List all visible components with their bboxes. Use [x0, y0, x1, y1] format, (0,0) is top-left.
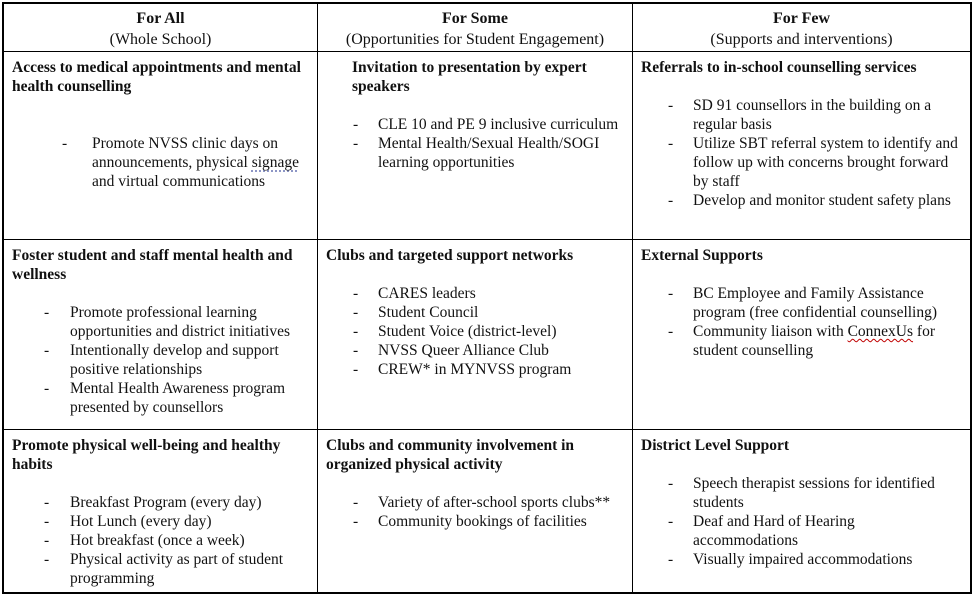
- bullet-list-external-supports: [641, 284, 962, 360]
- bullet-dash-marker: -: [353, 323, 359, 340]
- cell-heading-medical-access: Access to medical appointments and mental health counselling: [12, 59, 301, 95]
- bullet-item: [353, 493, 624, 512]
- cell-heading-staff-wellness: Foster student and staff mental health and wellness: [12, 247, 293, 283]
- bullet-dash-marker: -: [44, 551, 50, 568]
- bullet-item: [353, 322, 624, 341]
- bullet-text: Mental Health Awareness program presented by counsellors: [70, 380, 286, 416]
- bullet-dash-marker: -: [44, 342, 50, 359]
- bullet-item: [668, 134, 962, 191]
- cell-counselling-referrals: [633, 52, 970, 240]
- header-subtitle-for-some: (Opportunities for Student Engagement): [345, 31, 605, 48]
- bullet-text: BC Employee and Family Assistance program (free confidential counselling): [693, 285, 938, 321]
- header-subtitle-for-few: (Supports and interventions): [710, 31, 893, 48]
- bullet-text: Utilize SBT referral system to identify and follow up with concerns brought forward by staff: [693, 135, 958, 190]
- cell-heading-expert-speakers: Invitation to presentation by expert speakers: [352, 59, 587, 95]
- cell-heading-counselling-referrals: Referrals to in-school counselling services: [641, 59, 917, 76]
- bullet-text: Develop and monitor student safety plans: [693, 192, 951, 209]
- bullet-text: Mental Health/Sexual Health/SOGI learning opportunities: [378, 135, 600, 171]
- bullet-text: Deaf and Hard of Hearing accommodations: [693, 513, 855, 549]
- cell-external-supports: [633, 240, 970, 430]
- bullet-item: [44, 531, 309, 550]
- cell-organized-activity: [318, 430, 633, 592]
- bullet-item: [668, 474, 962, 512]
- bullet-item: [668, 284, 962, 322]
- bullet-dash-marker: -: [668, 97, 674, 114]
- header-subtitle-for-all: (Whole School): [109, 31, 212, 48]
- bullet-item: [353, 134, 624, 172]
- cell-medical-access: [4, 52, 318, 240]
- bullet-list-staff-wellness: [12, 303, 309, 417]
- bullet-item: [353, 512, 624, 531]
- bullet-text: Student Voice (district-level): [378, 323, 557, 340]
- bullet-dash-marker: -: [44, 494, 50, 511]
- bullet-dash-marker: -: [353, 361, 359, 378]
- bullet-item: [353, 284, 624, 303]
- bullet-item: [44, 550, 309, 588]
- bullet-item: [44, 379, 309, 417]
- cell-support-networks: [318, 240, 633, 430]
- bullet-dash-marker: -: [668, 323, 674, 340]
- bullet-dash-marker: -: [353, 513, 359, 530]
- bullet-list-organized-activity: [326, 493, 624, 531]
- bullet-list-physical-wellbeing: [12, 493, 309, 588]
- header-title-for-all: For All: [136, 10, 185, 27]
- bullet-dash-marker: -: [668, 551, 674, 568]
- bullet-list-district-support: [641, 474, 962, 569]
- bullet-dash-marker: -: [44, 532, 50, 549]
- header-title-for-some: For Some: [442, 10, 508, 27]
- cell-heading-external-supports: External Supports: [641, 247, 763, 264]
- bullet-text: Promote professional learning opportunities and district initiatives: [70, 304, 290, 340]
- bullet-text: CREW* in MYNVSS program: [378, 361, 572, 378]
- bullet-text: Breakfast Program (every day): [70, 494, 262, 511]
- grammar-check-underline: signage: [251, 154, 300, 171]
- bullet-dash-marker: -: [668, 135, 674, 152]
- bullet-dash-marker: -: [353, 116, 359, 133]
- cell-heading-physical-wellbeing: Promote physical well-being and healthy habits: [12, 437, 281, 473]
- bullet-text: NVSS Queer Alliance Club: [378, 342, 549, 359]
- bullet-dash-marker: -: [353, 342, 359, 359]
- header-title-for-few: For Few: [772, 10, 830, 27]
- bullet-dash-marker: -: [353, 494, 359, 511]
- bullet-text: SD 91 counsellors in the building on a regular basis: [693, 97, 932, 133]
- bullet-item: [668, 191, 962, 210]
- bullet-dash-marker: -: [668, 475, 674, 492]
- bullet-text: Physical activity as part of student programming: [70, 551, 284, 587]
- bullet-text: Community liaison with ConnexUs for student counselling: [693, 323, 935, 359]
- bullet-item: [353, 115, 624, 134]
- bullet-dash-marker: -: [668, 285, 674, 302]
- bullet-dash-marker: -: [44, 380, 50, 397]
- bullet-list-support-networks: [326, 284, 624, 379]
- bullet-text: Speech therapist sessions for identified students: [693, 475, 935, 511]
- bullet-text: Intentionally develop and support positive relationships: [70, 342, 279, 378]
- bullet-text: Variety of after-school sports clubs**: [378, 494, 611, 511]
- bullet-dash-marker: -: [353, 304, 359, 321]
- bullet-item: [44, 493, 309, 512]
- bullet-item: [44, 512, 309, 531]
- bullet-text: CARES leaders: [378, 285, 476, 302]
- bullet-item: [668, 322, 962, 360]
- bullet-item: [353, 303, 624, 322]
- bullet-text: Community bookings of facilities: [378, 513, 587, 530]
- bullet-text: Hot Lunch (every day): [70, 513, 212, 530]
- header-cell-for-few: [633, 4, 970, 52]
- bullet-dash-marker: -: [668, 192, 674, 209]
- bullet-text: CLE 10 and PE 9 inclusive curriculum: [378, 116, 619, 133]
- cell-staff-wellness: [4, 240, 318, 430]
- spelling-check-underline: ConnexUs: [847, 323, 914, 340]
- bullet-item: [668, 512, 962, 550]
- bullet-item: [44, 341, 309, 379]
- bullet-list-counselling-referrals: [641, 96, 962, 210]
- bullet-item: [353, 341, 624, 360]
- cell-physical-wellbeing: [4, 430, 318, 592]
- bullet-dash-marker: -: [62, 135, 68, 152]
- bullet-list-medical-access: [12, 134, 309, 191]
- cell-district-support: [633, 430, 970, 592]
- bullet-item: [668, 96, 962, 134]
- cell-heading-district-support: District Level Support: [641, 437, 790, 454]
- bullet-list-expert-speakers: [326, 115, 624, 172]
- bullet-item: [62, 134, 309, 191]
- cell-heading-organized-activity: Clubs and community involvement in organized physical activity: [326, 437, 575, 473]
- bullet-text: Promote NVSS clinic days on announcements, physical signage and virtual communications: [92, 135, 300, 190]
- bullet-text: Visually impaired accommodations: [693, 551, 913, 568]
- header-cell-for-some: [318, 4, 633, 52]
- bullet-dash-marker: -: [44, 304, 50, 321]
- cell-expert-speakers: [318, 52, 633, 240]
- bullet-dash-marker: -: [353, 135, 359, 152]
- bullet-item: [353, 360, 624, 379]
- cell-heading-support-networks: Clubs and targeted support networks: [326, 247, 574, 264]
- support-tiers-table: [2, 2, 972, 594]
- bullet-item: [44, 303, 309, 341]
- bullet-dash-marker: -: [353, 285, 359, 302]
- bullet-text: Student Council: [378, 304, 479, 321]
- bullet-dash-marker: -: [668, 513, 674, 530]
- bullet-item: [668, 550, 962, 569]
- bullet-dash-marker: -: [44, 513, 50, 530]
- header-cell-for-all: [4, 4, 318, 52]
- bullet-text: Hot breakfast (once a week): [70, 532, 245, 549]
